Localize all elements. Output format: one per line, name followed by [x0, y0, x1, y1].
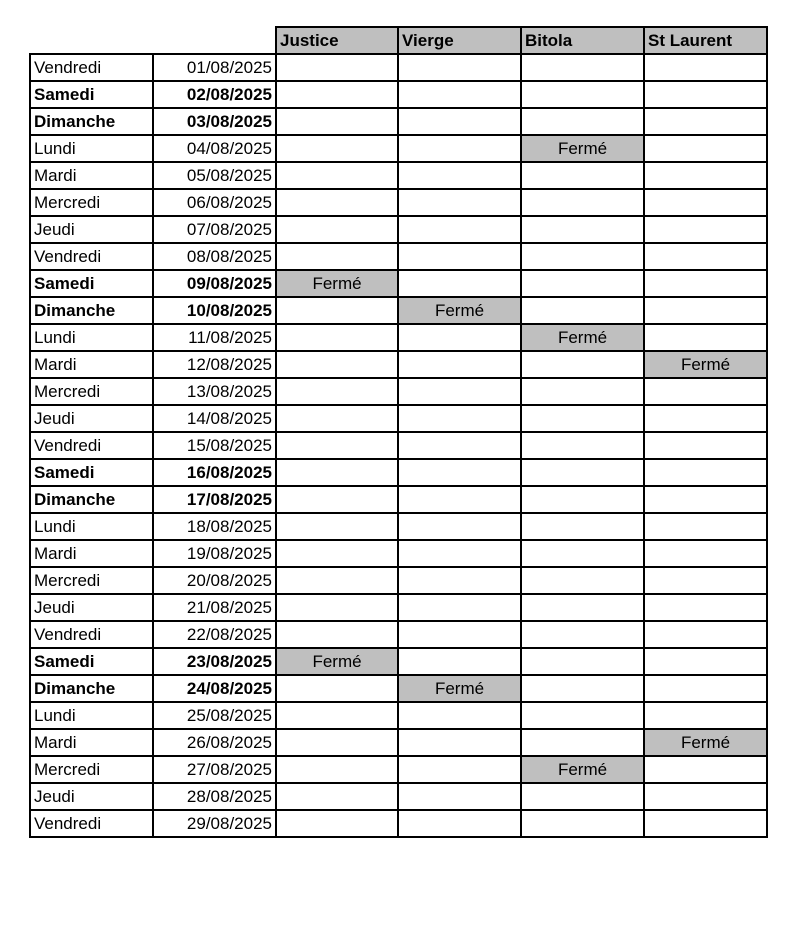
column-header-bitola[interactable]: Bitola: [521, 27, 644, 54]
day-name-cell[interactable]: Lundi: [30, 135, 153, 162]
status-cell[interactable]: [398, 135, 521, 162]
day-name-cell[interactable]: Dimanche: [30, 675, 153, 702]
status-cell[interactable]: Fermé: [398, 675, 521, 702]
table-row: [30, 189, 767, 216]
status-cell[interactable]: [521, 54, 644, 81]
status-cell[interactable]: [521, 540, 644, 567]
status-cell[interactable]: [521, 162, 644, 189]
status-cell[interactable]: [276, 459, 398, 486]
status-cell[interactable]: [521, 702, 644, 729]
table-row: [30, 351, 767, 378]
status-cell[interactable]: [521, 594, 644, 621]
status-cell[interactable]: [398, 189, 521, 216]
table-row: [30, 405, 767, 432]
day-name-cell[interactable]: Mercredi: [30, 378, 153, 405]
status-cell[interactable]: [398, 405, 521, 432]
status-cell[interactable]: [644, 270, 767, 297]
date-cell[interactable]: 11/08/2025: [153, 324, 276, 351]
status-cell[interactable]: [276, 756, 398, 783]
status-cell[interactable]: [521, 729, 644, 756]
day-name-cell[interactable]: Lundi: [30, 513, 153, 540]
date-cell[interactable]: 04/08/2025: [153, 135, 276, 162]
status-cell[interactable]: [276, 189, 398, 216]
status-cell[interactable]: [398, 567, 521, 594]
status-cell[interactable]: [521, 270, 644, 297]
status-cell[interactable]: [521, 810, 644, 837]
status-cell[interactable]: [644, 459, 767, 486]
date-cell[interactable]: 10/08/2025: [153, 297, 276, 324]
date-cell[interactable]: 14/08/2025: [153, 405, 276, 432]
day-name-cell[interactable]: Jeudi: [30, 783, 153, 810]
status-cell[interactable]: [276, 567, 398, 594]
status-cell[interactable]: [521, 459, 644, 486]
status-cell[interactable]: [398, 162, 521, 189]
status-cell[interactable]: [521, 108, 644, 135]
date-cell[interactable]: 20/08/2025: [153, 567, 276, 594]
day-name-cell[interactable]: Samedi: [30, 648, 153, 675]
status-cell[interactable]: [521, 675, 644, 702]
status-cell[interactable]: [644, 648, 767, 675]
status-cell[interactable]: Fermé: [521, 324, 644, 351]
status-cell[interactable]: [521, 297, 644, 324]
status-cell[interactable]: [398, 324, 521, 351]
status-cell[interactable]: [398, 702, 521, 729]
status-cell[interactable]: [644, 486, 767, 513]
status-cell[interactable]: [521, 216, 644, 243]
status-cell[interactable]: Fermé: [644, 351, 767, 378]
status-cell[interactable]: [521, 513, 644, 540]
table-row: [30, 540, 767, 567]
status-cell[interactable]: [521, 621, 644, 648]
date-cell[interactable]: 29/08/2025: [153, 810, 276, 837]
date-cell[interactable]: 12/08/2025: [153, 351, 276, 378]
table-row: [30, 729, 767, 756]
status-cell[interactable]: [276, 810, 398, 837]
status-cell[interactable]: [398, 81, 521, 108]
table-row: [30, 243, 767, 270]
status-cell[interactable]: [644, 297, 767, 324]
header-row: [30, 27, 767, 54]
status-cell[interactable]: [276, 729, 398, 756]
date-cell[interactable]: 24/08/2025: [153, 675, 276, 702]
day-name-cell[interactable]: Mardi: [30, 729, 153, 756]
day-name-cell[interactable]: Samedi: [30, 459, 153, 486]
table-row: [30, 297, 767, 324]
status-cell[interactable]: [398, 243, 521, 270]
status-cell[interactable]: [644, 810, 767, 837]
status-cell[interactable]: [644, 702, 767, 729]
date-cell[interactable]: 08/08/2025: [153, 243, 276, 270]
status-cell[interactable]: [276, 594, 398, 621]
day-name-cell[interactable]: Vendredi: [30, 810, 153, 837]
table-row: [30, 432, 767, 459]
status-cell[interactable]: [398, 513, 521, 540]
table-row: [30, 216, 767, 243]
date-cell[interactable]: 27/08/2025: [153, 756, 276, 783]
date-cell[interactable]: 28/08/2025: [153, 783, 276, 810]
date-cell[interactable]: 22/08/2025: [153, 621, 276, 648]
status-cell[interactable]: [276, 486, 398, 513]
day-name-cell[interactable]: Jeudi: [30, 594, 153, 621]
status-cell[interactable]: [521, 648, 644, 675]
status-cell[interactable]: [644, 540, 767, 567]
status-cell[interactable]: [398, 459, 521, 486]
table-row: [30, 675, 767, 702]
table-row: [30, 594, 767, 621]
date-cell[interactable]: 19/08/2025: [153, 540, 276, 567]
closure-schedule-table: [29, 26, 768, 838]
day-name-cell[interactable]: Dimanche: [30, 108, 153, 135]
status-cell[interactable]: [276, 702, 398, 729]
status-cell[interactable]: [521, 432, 644, 459]
status-cell[interactable]: [398, 270, 521, 297]
status-cell[interactable]: [644, 594, 767, 621]
status-cell[interactable]: [398, 810, 521, 837]
date-cell[interactable]: 15/08/2025: [153, 432, 276, 459]
date-cell[interactable]: 21/08/2025: [153, 594, 276, 621]
table-row: [30, 702, 767, 729]
status-cell[interactable]: [276, 351, 398, 378]
day-name-cell[interactable]: Mardi: [30, 540, 153, 567]
status-cell[interactable]: [521, 486, 644, 513]
table-row: [30, 324, 767, 351]
table-row: [30, 162, 767, 189]
table-row: [30, 810, 767, 837]
status-cell[interactable]: [276, 540, 398, 567]
status-cell[interactable]: [521, 351, 644, 378]
status-cell[interactable]: [398, 486, 521, 513]
date-cell[interactable]: 16/08/2025: [153, 459, 276, 486]
status-cell[interactable]: [276, 54, 398, 81]
status-cell[interactable]: [398, 216, 521, 243]
day-name-cell[interactable]: Dimanche: [30, 297, 153, 324]
status-cell[interactable]: [521, 243, 644, 270]
status-cell[interactable]: [644, 567, 767, 594]
day-name-cell[interactable]: Vendredi: [30, 243, 153, 270]
status-cell[interactable]: [521, 783, 644, 810]
status-cell[interactable]: [644, 783, 767, 810]
date-cell[interactable]: 17/08/2025: [153, 486, 276, 513]
date-cell[interactable]: 07/08/2025: [153, 216, 276, 243]
table-row: [30, 81, 767, 108]
table-row: [30, 486, 767, 513]
table-row: [30, 513, 767, 540]
status-cell[interactable]: Fermé: [521, 135, 644, 162]
status-cell[interactable]: [276, 243, 398, 270]
status-cell[interactable]: [276, 297, 398, 324]
day-name-cell[interactable]: Vendredi: [30, 432, 153, 459]
status-cell[interactable]: [276, 108, 398, 135]
column-header-justice[interactable]: Justice: [276, 27, 398, 54]
status-cell[interactable]: [644, 675, 767, 702]
day-name-cell[interactable]: Mardi: [30, 162, 153, 189]
status-cell[interactable]: Fermé: [398, 297, 521, 324]
day-name-cell[interactable]: Vendredi: [30, 621, 153, 648]
status-cell[interactable]: [644, 216, 767, 243]
date-cell[interactable]: 01/08/2025: [153, 54, 276, 81]
date-cell[interactable]: 25/08/2025: [153, 702, 276, 729]
column-header-st-laurent[interactable]: St Laurent: [644, 27, 767, 54]
status-cell[interactable]: Fermé: [276, 648, 398, 675]
date-cell[interactable]: 03/08/2025: [153, 108, 276, 135]
date-cell[interactable]: 02/08/2025: [153, 81, 276, 108]
status-cell[interactable]: [398, 108, 521, 135]
status-cell[interactable]: [644, 54, 767, 81]
status-cell[interactable]: [398, 378, 521, 405]
date-cell[interactable]: 05/08/2025: [153, 162, 276, 189]
status-cell[interactable]: [398, 648, 521, 675]
day-name-cell[interactable]: Mercredi: [30, 756, 153, 783]
day-name-cell[interactable]: Mercredi: [30, 189, 153, 216]
status-cell[interactable]: Fermé: [276, 270, 398, 297]
status-cell[interactable]: [398, 432, 521, 459]
status-cell[interactable]: [644, 378, 767, 405]
status-cell[interactable]: [644, 162, 767, 189]
schedule-body: [30, 54, 767, 837]
status-cell[interactable]: [644, 621, 767, 648]
status-cell[interactable]: [644, 81, 767, 108]
table-row: [30, 135, 767, 162]
status-cell[interactable]: [521, 378, 644, 405]
table-row: [30, 567, 767, 594]
status-cell[interactable]: [644, 405, 767, 432]
status-cell[interactable]: [276, 513, 398, 540]
day-name-cell[interactable]: Samedi: [30, 270, 153, 297]
date-cell[interactable]: 13/08/2025: [153, 378, 276, 405]
status-cell[interactable]: [276, 621, 398, 648]
status-cell[interactable]: [398, 621, 521, 648]
status-cell[interactable]: [644, 243, 767, 270]
status-cell[interactable]: [644, 513, 767, 540]
day-name-cell[interactable]: Vendredi: [30, 54, 153, 81]
table-row: [30, 756, 767, 783]
day-name-cell[interactable]: Jeudi: [30, 216, 153, 243]
status-cell[interactable]: [276, 81, 398, 108]
table-row: [30, 270, 767, 297]
table-row: [30, 54, 767, 81]
status-cell[interactable]: [398, 540, 521, 567]
status-cell[interactable]: [398, 729, 521, 756]
date-cell[interactable]: 09/08/2025: [153, 270, 276, 297]
day-name-cell[interactable]: Lundi: [30, 324, 153, 351]
day-name-cell[interactable]: Mardi: [30, 351, 153, 378]
status-cell[interactable]: [644, 756, 767, 783]
table-row: [30, 783, 767, 810]
status-cell[interactable]: [276, 378, 398, 405]
status-cell[interactable]: [398, 594, 521, 621]
day-name-cell[interactable]: Samedi: [30, 81, 153, 108]
table-row: [30, 108, 767, 135]
status-cell[interactable]: [398, 54, 521, 81]
status-cell[interactable]: [521, 405, 644, 432]
table-row: [30, 459, 767, 486]
status-cell[interactable]: [276, 135, 398, 162]
header-corner: [30, 27, 276, 54]
status-cell[interactable]: [398, 756, 521, 783]
day-name-cell[interactable]: Mercredi: [30, 567, 153, 594]
table-row: [30, 621, 767, 648]
status-cell[interactable]: [644, 432, 767, 459]
status-cell[interactable]: [644, 324, 767, 351]
status-cell[interactable]: [276, 162, 398, 189]
status-cell[interactable]: [398, 783, 521, 810]
day-name-cell[interactable]: Lundi: [30, 702, 153, 729]
status-cell[interactable]: Fermé: [644, 729, 767, 756]
status-cell[interactable]: [276, 432, 398, 459]
table-row: [30, 378, 767, 405]
status-cell[interactable]: [521, 81, 644, 108]
column-header-vierge[interactable]: Vierge: [398, 27, 521, 54]
date-cell[interactable]: 18/08/2025: [153, 513, 276, 540]
status-cell[interactable]: [398, 351, 521, 378]
status-cell[interactable]: [276, 216, 398, 243]
status-cell[interactable]: [276, 783, 398, 810]
day-name-cell[interactable]: Jeudi: [30, 405, 153, 432]
status-cell[interactable]: [644, 135, 767, 162]
status-cell[interactable]: [276, 405, 398, 432]
status-cell[interactable]: [521, 567, 644, 594]
date-cell[interactable]: 06/08/2025: [153, 189, 276, 216]
date-cell[interactable]: 26/08/2025: [153, 729, 276, 756]
status-cell[interactable]: [644, 189, 767, 216]
status-cell[interactable]: Fermé: [521, 756, 644, 783]
status-cell[interactable]: [276, 675, 398, 702]
table-row: [30, 648, 767, 675]
status-cell[interactable]: [521, 189, 644, 216]
status-cell[interactable]: [276, 324, 398, 351]
day-name-cell[interactable]: Dimanche: [30, 486, 153, 513]
status-cell[interactable]: [644, 108, 767, 135]
date-cell[interactable]: 23/08/2025: [153, 648, 276, 675]
